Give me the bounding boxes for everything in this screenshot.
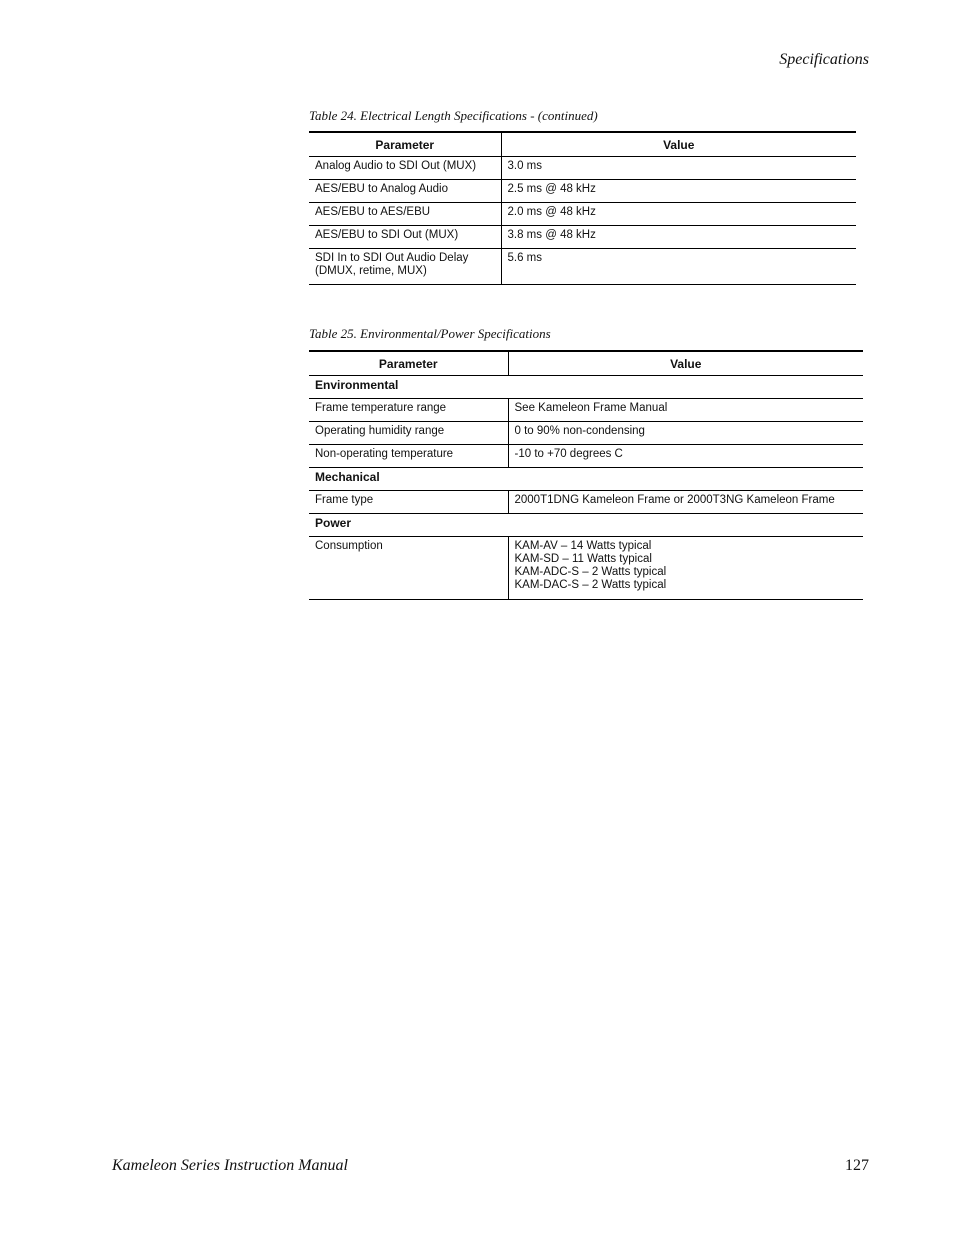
table-row (309, 491, 863, 514)
value-cell: -10 to +70 degrees C (508, 445, 863, 468)
electrical-length-table (309, 131, 856, 285)
section-row (309, 514, 863, 537)
value-cell: 3.8 ms @ 48 kHz (501, 226, 856, 249)
section-row (309, 376, 863, 399)
table-24-caption: Table 24. Electrical Length Specifications - (continued) (309, 108, 598, 123)
table-row (309, 399, 863, 422)
section-title-power: Power (309, 514, 863, 537)
column-header-value: Value (501, 132, 856, 157)
value-cell: 2.0 ms @ 48 kHz (501, 203, 856, 226)
value-cell (508, 537, 863, 600)
table-25-caption: Table 25. Environmental/Power Specifications (309, 326, 551, 341)
parameter-cell: Consumption (309, 537, 508, 600)
value-cell: 2.5 ms @ 48 kHz (501, 180, 856, 203)
table-row (309, 157, 856, 180)
value-cell: See Kameleon Frame Manual (508, 399, 863, 422)
footer-manual-title: Kameleon Series Instruction Manual (112, 1157, 348, 1174)
value-cell: 2000T1DNG Kameleon Frame or 2000T3NG Kameleon Frame (508, 491, 863, 514)
parameter-cell: Operating humidity range (309, 422, 508, 445)
table-row (309, 422, 863, 445)
parameter-cell: Non-operating temperature (309, 445, 508, 468)
parameter-cell: AES/EBU to AES/EBU (309, 203, 501, 226)
value-cell: 3.0 ms (501, 157, 856, 180)
column-header-parameter: Parameter (309, 132, 501, 157)
parameter-cell: Analog Audio to SDI Out (MUX) (309, 157, 501, 180)
parameter-cell (309, 249, 501, 285)
value-cell: 5.6 ms (501, 249, 856, 285)
section-title-mechanical: Mechanical (309, 468, 863, 491)
column-header-parameter: Parameter (309, 351, 508, 376)
table-row (309, 226, 856, 249)
running-header: Specifications (779, 51, 869, 68)
section-title-environmental: Environmental (309, 376, 863, 399)
parameter-cell: AES/EBU to SDI Out (MUX) (309, 226, 501, 249)
column-header-value: Value (508, 351, 863, 376)
table-row (309, 445, 863, 468)
table-row (309, 249, 856, 285)
table-row (309, 203, 856, 226)
value-cell: 0 to 90% non-condensing (508, 422, 863, 445)
environmental-power-table (309, 350, 863, 600)
parameter-cell: AES/EBU to Analog Audio (309, 180, 501, 203)
page-number: 127 (845, 1157, 869, 1174)
parameter-text: SDI In to SDI Out Audio Delay (DMUX, retime, MUX) (315, 252, 469, 277)
table-row (309, 180, 856, 203)
table-row (309, 537, 863, 600)
parameter-cell: Frame temperature range (309, 399, 508, 422)
section-row (309, 468, 863, 491)
value-text: KAM-AV – 14 Watts typical KAM-SD – 11 Watts typical KAM-ADC-S – 2 Watts typical KAM-DAC-S – 2 Watts typical (514, 540, 667, 591)
parameter-cell: Frame type (309, 491, 508, 514)
